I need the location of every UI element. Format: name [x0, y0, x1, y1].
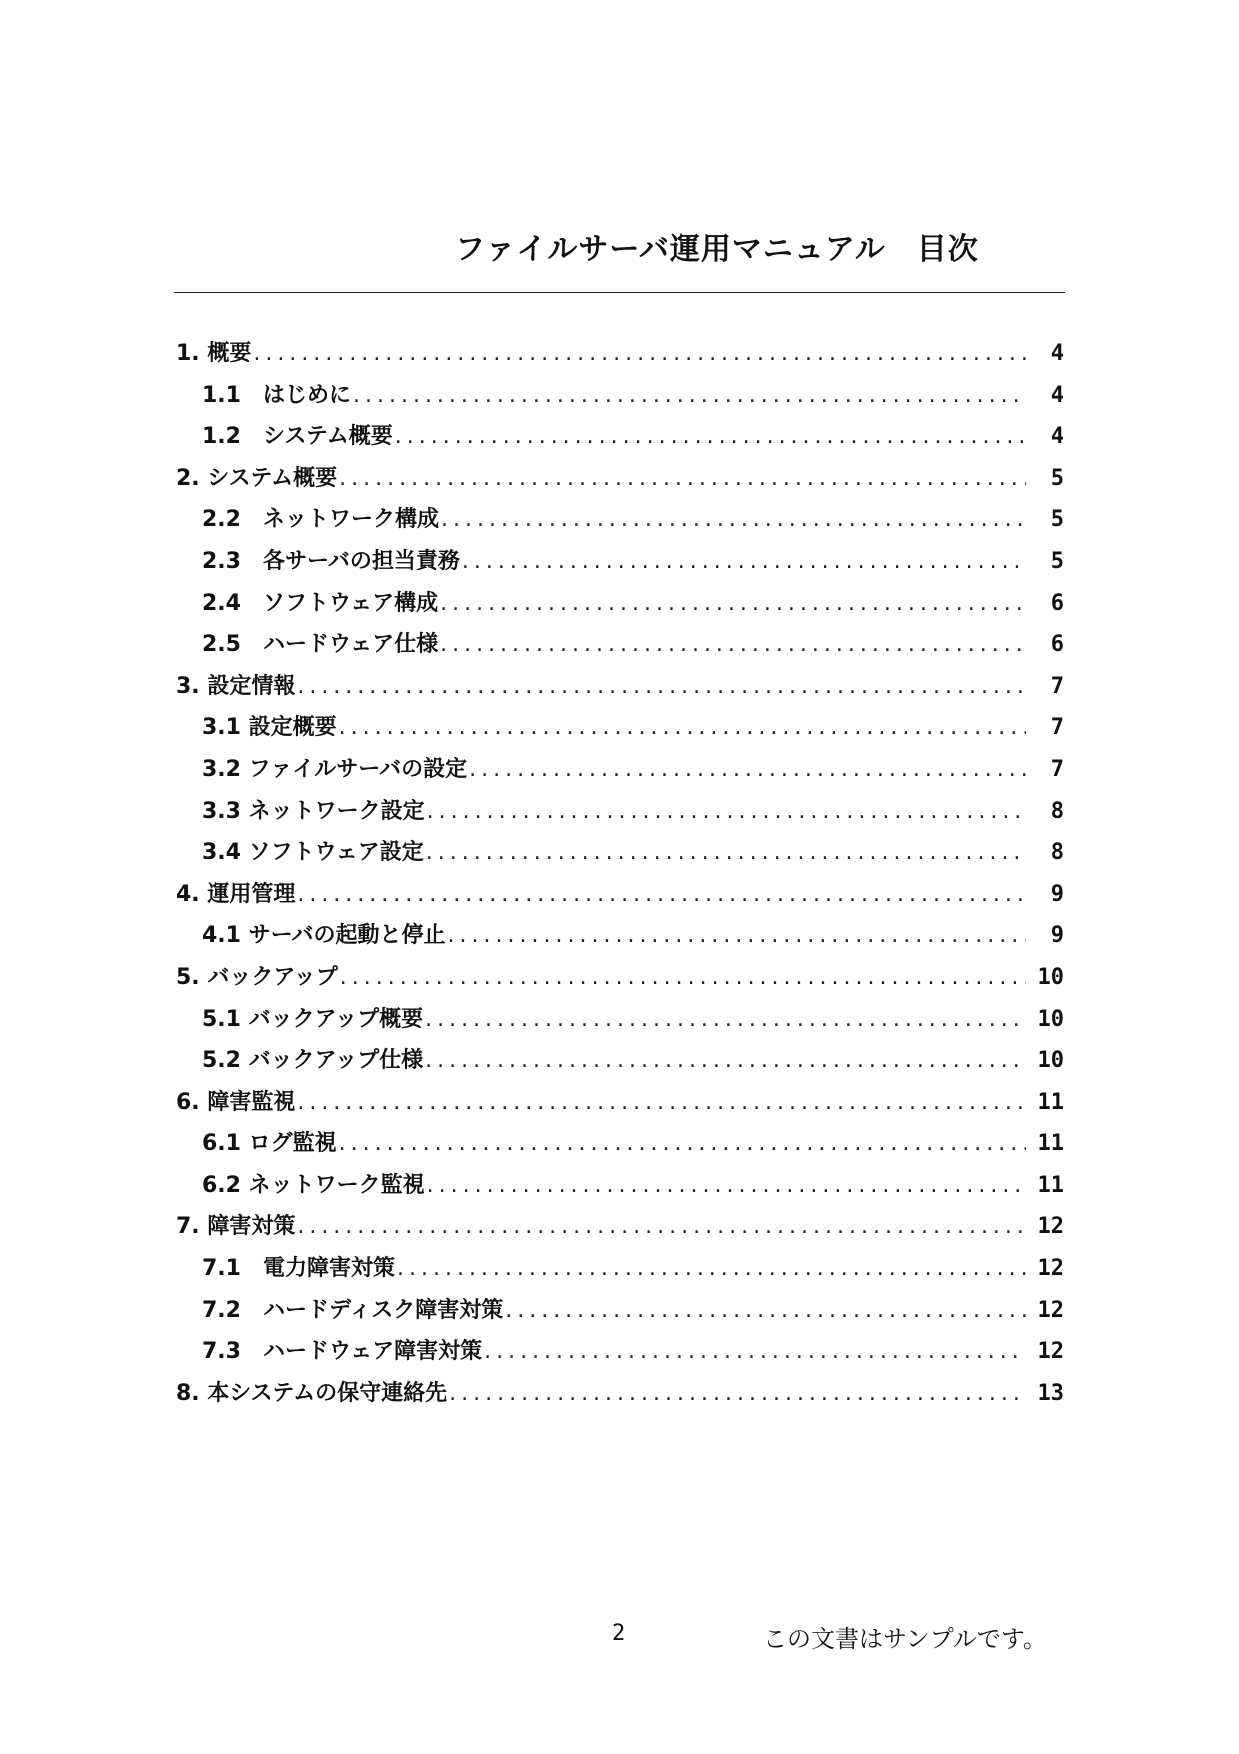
toc-entry-page-number: 7: [1050, 673, 1064, 699]
toc-entry-4[interactable]: [176, 461, 1064, 503]
toc-dot-leader: [297, 1090, 1026, 1115]
toc-entry-label: 3.3 ネットワーク設定: [202, 798, 425, 824]
toc-entry-label: 6. 障害監視: [176, 1089, 296, 1115]
toc-entry-label: 5.1 バックアップ概要: [202, 1006, 424, 1032]
toc-dot-leader: [253, 341, 1026, 366]
toc-entry-label: 1.1 はじめに: [202, 382, 351, 408]
toc-dot-leader: [440, 632, 1026, 657]
toc-dot-leader: [339, 466, 1026, 491]
toc-dot-leader: [484, 1339, 1026, 1364]
toc-entry-page-number: 13: [1037, 1380, 1064, 1406]
toc-entry-page-number: 12: [1037, 1297, 1064, 1323]
toc-entry-page-number: 5: [1050, 507, 1064, 533]
toc-entry-page-number: 11: [1037, 1089, 1064, 1115]
toc-entry-page-number: 11: [1037, 1131, 1064, 1157]
toc-entry-page-number: 12: [1037, 1256, 1064, 1282]
toc-entry-page-number: 9: [1050, 881, 1064, 907]
toc-entry-6[interactable]: [176, 544, 1064, 586]
toc-entry-label: 2.3 各サーバの担当責務: [202, 548, 460, 574]
toc-entry-21[interactable]: [176, 1168, 1064, 1210]
toc-dot-leader: [441, 507, 1026, 532]
footer-page-number: 2: [612, 1621, 626, 1646]
toc-entry-9[interactable]: [176, 669, 1064, 711]
footer-note: この文書はサンプルです。: [763, 1625, 1047, 1653]
toc-entry-22[interactable]: [176, 1209, 1064, 1251]
toc-entry-label: 6.2 ネットワーク監視: [202, 1172, 425, 1198]
toc-entry-19[interactable]: [176, 1085, 1064, 1127]
toc-dot-leader: [353, 383, 1026, 408]
toc-entry-20[interactable]: [176, 1126, 1064, 1168]
toc-entry-11[interactable]: [176, 752, 1064, 794]
toc-entry-18[interactable]: [176, 1043, 1064, 1085]
toc-entry-label: 2.2 ネットワーク構成: [202, 507, 439, 533]
toc-entry-26[interactable]: [176, 1376, 1064, 1418]
toc-dot-leader: [449, 1381, 1026, 1406]
toc-entry-page-number: 12: [1037, 1339, 1064, 1365]
toc-entry-10[interactable]: [176, 710, 1064, 752]
toc-entry-page-number: 10: [1037, 1006, 1064, 1032]
toc-dot-leader: [339, 1131, 1026, 1156]
toc-entry-7[interactable]: [176, 586, 1064, 628]
toc-dot-leader: [340, 965, 1026, 990]
toc-entry-12[interactable]: [176, 794, 1064, 836]
toc-entry-label: 7.2 ハードディスク障害対策: [202, 1297, 504, 1323]
toc-entry-label: 2.4 ソフトウェア構成: [202, 590, 439, 616]
toc-entry-label: 4. 運用管理: [176, 881, 296, 907]
toc-entry-page-number: 12: [1037, 1214, 1064, 1240]
toc-entry-page-number: 8: [1050, 798, 1064, 824]
toc-entry-2[interactable]: [176, 378, 1064, 420]
toc-entry-16[interactable]: [176, 960, 1064, 1002]
toc-entry-page-number: 4: [1050, 424, 1064, 450]
toc-entry-15[interactable]: [176, 918, 1064, 960]
toc-entry-17[interactable]: [176, 1002, 1064, 1044]
toc-entry-label: 5. バックアップ: [176, 964, 338, 990]
toc-dot-leader: [448, 923, 1026, 948]
toc-entry-label: 3.1 設定概要: [202, 715, 337, 741]
toc-dot-leader: [462, 549, 1026, 574]
toc-dot-leader: [397, 1256, 1026, 1281]
toc-entry-label: 5.2 バックアップ仕様: [202, 1048, 424, 1074]
toc-entry-23[interactable]: [176, 1251, 1064, 1293]
toc-entry-label: 2.5 ハードウェア仕様: [202, 632, 439, 658]
toc-entry-label: 3. 設定情報: [176, 673, 296, 699]
document-title: ファイルサーバ運用マニュアル 目次: [455, 232, 979, 267]
toc-entry-24[interactable]: [176, 1293, 1064, 1335]
toc-entry-page-number: 11: [1037, 1172, 1064, 1198]
toc-dot-leader: [395, 424, 1026, 449]
toc-dot-leader: [425, 1007, 1026, 1032]
toc-entry-page-number: 9: [1050, 923, 1064, 949]
toc-entry-page-number: 4: [1050, 382, 1064, 408]
toc-entry-8[interactable]: [176, 627, 1064, 669]
toc-entry-label: 2. システム概要: [176, 465, 338, 491]
toc-dot-leader: [427, 1173, 1026, 1198]
toc-entry-page-number: 6: [1050, 632, 1064, 658]
toc-entry-label: 6.1 ログ監視: [202, 1131, 337, 1157]
toc-dot-leader: [297, 1214, 1026, 1239]
toc-entry-page-number: 6: [1050, 590, 1064, 616]
toc-dot-leader: [339, 715, 1026, 740]
toc-dot-leader: [426, 840, 1026, 865]
table-of-contents: [176, 336, 1064, 1417]
toc-entry-page-number: 10: [1037, 1048, 1064, 1074]
toc-entry-label: 7. 障害対策: [176, 1214, 296, 1240]
toc-entry-label: 7.3 ハードウェア障害対策: [202, 1339, 483, 1365]
toc-dot-leader: [297, 674, 1026, 699]
toc-entry-label: 8. 本システムの保守連絡先: [176, 1380, 448, 1406]
toc-entry-label: 3.4 ソフトウェア設定: [202, 840, 424, 866]
toc-entry-label: 4.1 サーバの起動と停止: [202, 923, 446, 949]
toc-entry-5[interactable]: [176, 502, 1064, 544]
toc-dot-leader: [297, 882, 1026, 907]
toc-entry-page-number: 8: [1050, 840, 1064, 866]
toc-entry-page-number: 7: [1050, 715, 1064, 741]
toc-dot-leader: [469, 757, 1026, 782]
toc-entry-page-number: 10: [1037, 964, 1064, 990]
title-divider: [174, 292, 1065, 293]
toc-entry-25[interactable]: [176, 1334, 1064, 1376]
toc-entry-label: 1.2 システム概要: [202, 424, 393, 450]
toc-dot-leader: [425, 1048, 1026, 1073]
toc-dot-leader: [440, 591, 1026, 616]
toc-entry-label: 7.1 電力障害対策: [202, 1256, 395, 1282]
toc-entry-1[interactable]: [176, 336, 1064, 378]
toc-entry-14[interactable]: [176, 877, 1064, 919]
toc-entry-label: 3.2 ファイルサーバの設定: [202, 756, 468, 782]
toc-dot-leader: [427, 799, 1026, 824]
toc-entry-3[interactable]: [176, 419, 1064, 461]
toc-entry-page-number: 5: [1050, 548, 1064, 574]
toc-entry-13[interactable]: [176, 835, 1064, 877]
toc-dot-leader: [505, 1298, 1026, 1323]
toc-entry-page-number: 7: [1050, 756, 1064, 782]
toc-entry-page-number: 4: [1050, 341, 1064, 366]
toc-entry-label: 1. 概要: [176, 341, 252, 366]
toc-entry-page-number: 5: [1050, 465, 1064, 491]
